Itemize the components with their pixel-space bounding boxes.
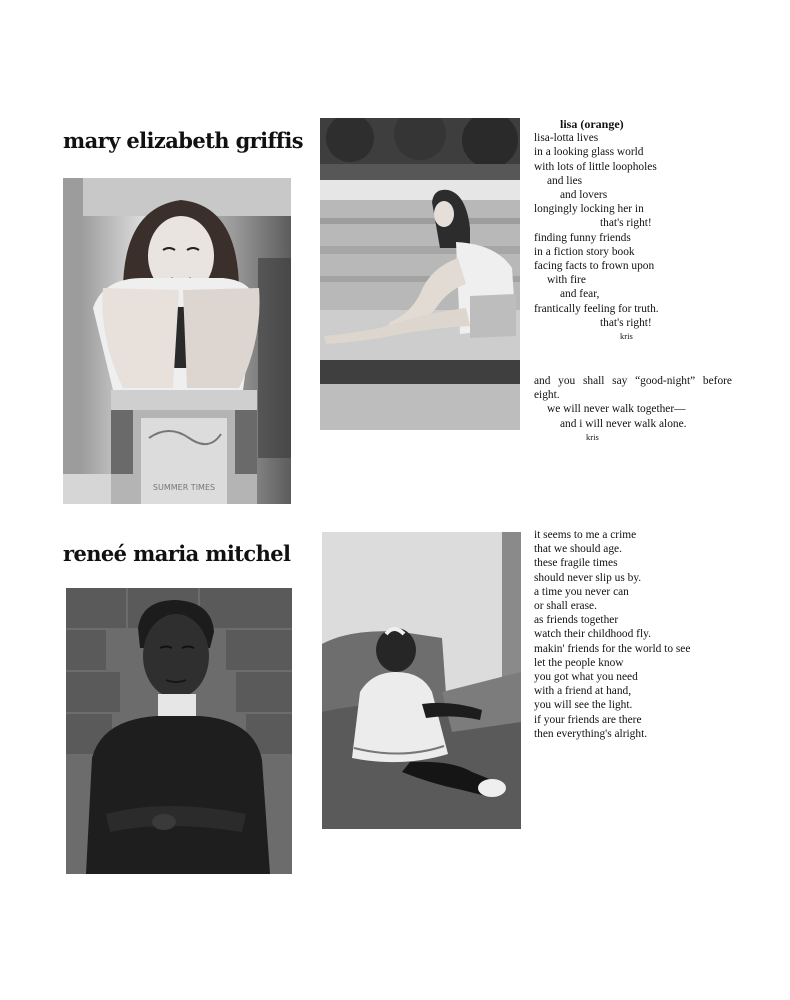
poem-friends (534, 528, 697, 741)
poem-line: makin' friends for the world to see (534, 642, 691, 655)
candid-photo (322, 532, 521, 829)
poem-line: facing facts to frown upon (534, 260, 655, 273)
poem-line: that's right! (600, 217, 652, 230)
poem-line: watch their childhood fly. (534, 628, 651, 641)
poem-line: these fragile times (534, 557, 618, 570)
student-name: mary elizabeth griffis (63, 128, 303, 153)
poem-line: with lots of little loopholes (534, 160, 657, 173)
poem-line: let the people know (534, 656, 624, 669)
poem-line: in a looking glass world (534, 146, 644, 159)
poem-line: then everything's alright. (534, 727, 648, 740)
photo-girl-leaning-on-stone-pedestal-icon (63, 178, 291, 504)
poem-line: we will never walk together— (547, 403, 686, 416)
student-name: reneé maria mitchel (63, 541, 291, 566)
poem-line: that's right! (600, 316, 652, 329)
poem-line: and lovers (560, 189, 608, 202)
poem-signature: kris (620, 331, 633, 342)
poem-line: and you shall say “good-night” before eight. (534, 375, 732, 402)
poem-line: finding funny friends (534, 231, 631, 244)
poem-line: lisa-lotta lives (534, 132, 599, 145)
poem-line: it seems to me a crime (534, 529, 637, 541)
poem-title: lisa (orange) (560, 117, 624, 131)
poem-line: you got what you need (534, 671, 638, 684)
photo-toddler-on-couch-icon (322, 532, 521, 829)
poem-lisa-orange (534, 117, 659, 342)
poem-line: with a friend at hand, (534, 685, 632, 698)
poem-line: you will see the light. (534, 699, 633, 712)
candid-photo (320, 118, 520, 430)
poem-line: if your friends are there (534, 713, 642, 726)
poem-line: a time you never can (534, 585, 629, 598)
poem-line: and i will never walk alone. (560, 417, 687, 430)
svg-text:SUMMER TIMES: SUMMER TIMES (152, 483, 216, 492)
poem-line: that we should age. (534, 543, 622, 556)
poem-line: longingly locking her in (534, 203, 644, 216)
poem-line: in a fiction story book (534, 245, 635, 258)
photo-girl-sitting-on-pavement-icon (320, 118, 520, 430)
poem-signature: kris (586, 431, 599, 442)
poem-line: should never slip us by. (534, 571, 642, 584)
poem-line: and lies (547, 174, 583, 187)
poem-line: and fear, (560, 288, 600, 301)
poem-good-night (534, 374, 732, 443)
portrait-photo (63, 178, 291, 504)
poem-line: as friends together (534, 614, 619, 627)
portrait-photo (66, 588, 292, 874)
poem-line: with fire (547, 274, 586, 287)
poem-line: or shall erase. (534, 600, 597, 613)
photo-young-woman-arms-crossed-icon (66, 588, 292, 874)
poem-line: frantically feeling for truth. (534, 302, 659, 315)
